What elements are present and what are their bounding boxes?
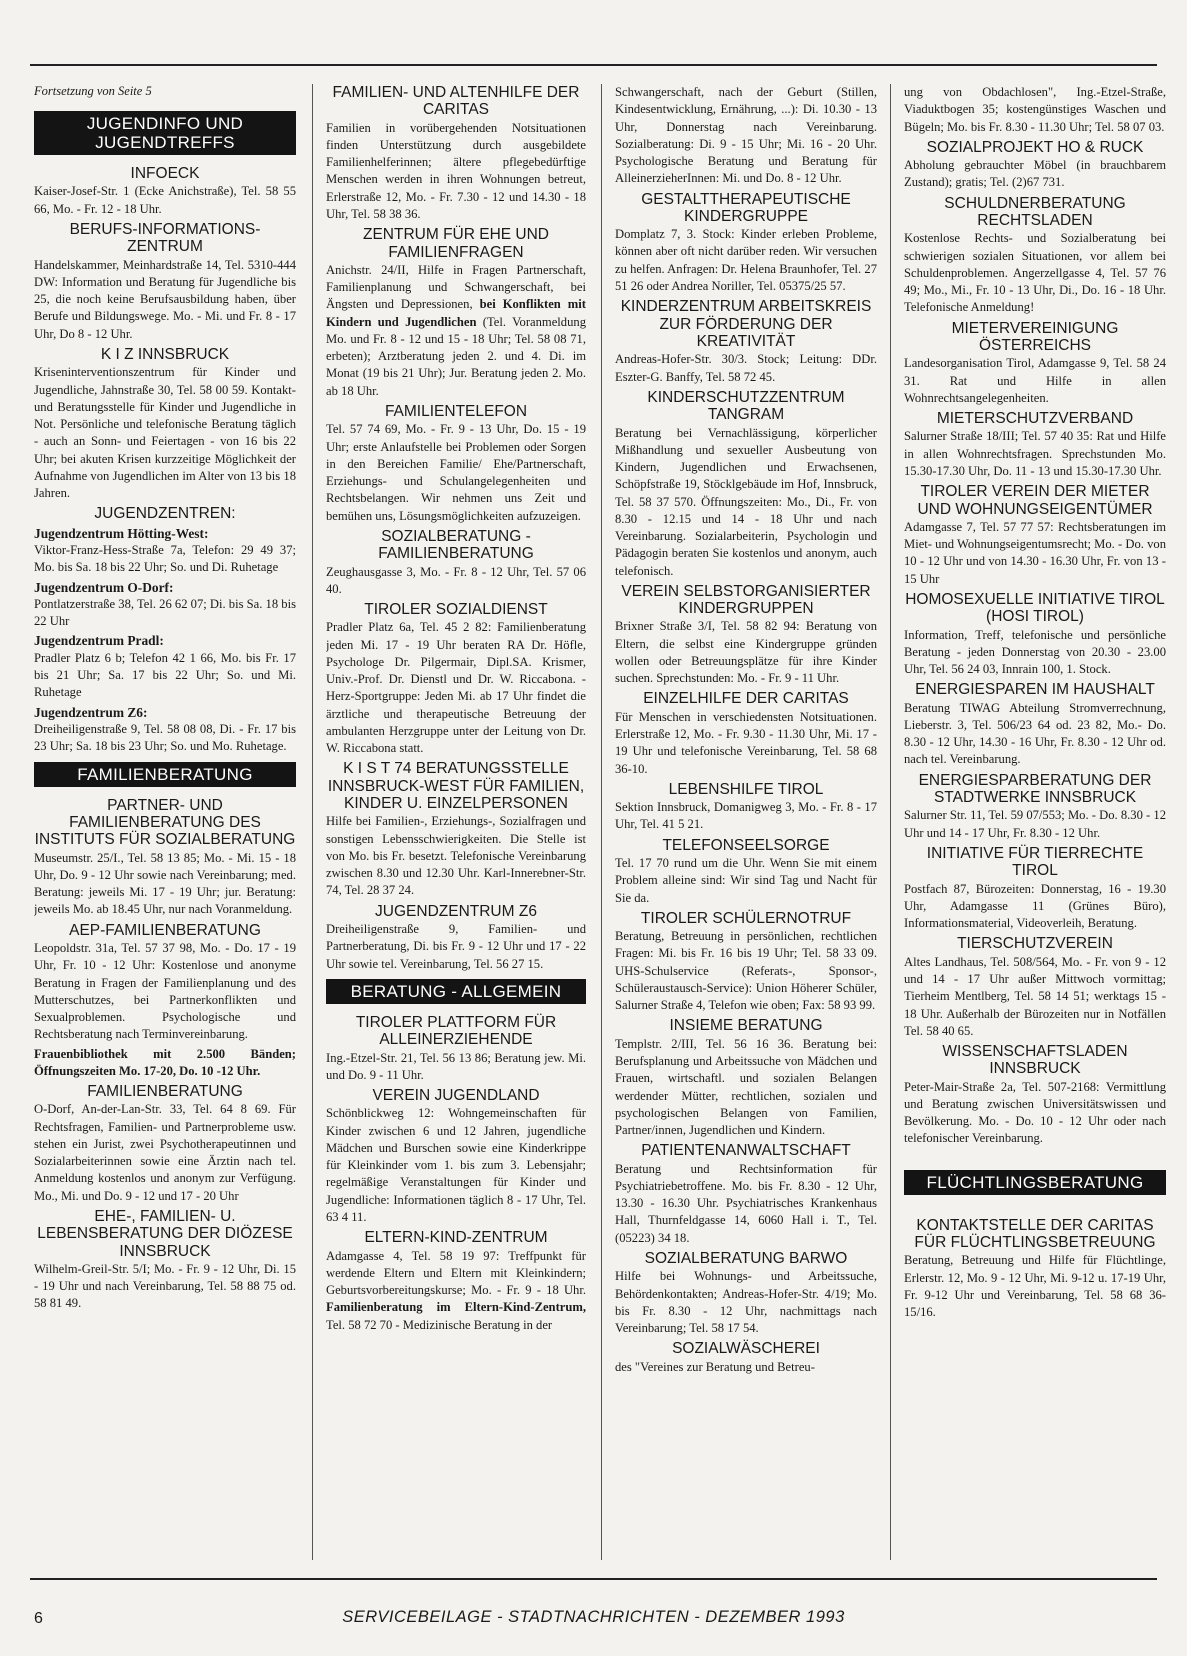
entry-heading: JUGENDZENTREN: [94,505,236,523]
entry-text: Beratung bei Vernachlässigung, körperlicher Mißhandlung und sexueller Ausbeutung von Kindern, Jugendlichen und Erwachsenen, Schöpfstraße 19, Stöcklgebäude im Hof, Innsbruck, Tel. 58 37 570. Öffnungszeiten: Mo., Di., Fr. von 8.30 - 12.15 und 14 - 18 Uhr und nach Vereinbarung. Sozialarbeiterin, Psychologin und Pädagogin beraten Sie kostenlos und anonym, auch telefonisch. [615,425,877,578]
entry-heading: BERUFS-INFORMATIONS-ZENTRUM [69,220,261,256]
entry-heading: SOZIALPROJEKT HO & RUCK [926,138,1144,156]
entry-heading: KONTAKTSTELLE DER CARITAS FÜR FLÜCHTLINGSBETREUUNG [914,1216,1156,1252]
entry-text: Schwangerschaft, nach der Geburt (Stillen, Kindesentwicklung, Ernährung, ...): Di. 10.30 - 13 Uhr, Donnerstag nach Vereinbarung. Sozialberatung: Di. 9 - 15 Uhr; Mi. 16 - 20 Uhr. Psychologische Beratung und Beratung für AlleinerzieherInnen: Mi. und Do. 8 - 12 Uhr. [615,85,877,186]
entry-heading: TIROLER SOZIALDIENST [364,601,548,619]
page-number: 6 [34,1610,43,1627]
entry-text: Kriseninterventionszentrum für Kinder und Jugendliche, Jahnstraße 30, Tel. 58 00 59. Kontakt- und Beratungsstelle für Kinder und Jugendliche in Not. Persönliche und telefonische Beratung täglich - auch an Sonn- und Feiertagen - von 16 bis 22 Uhr; bei akuten Krisen kurzzeitige Möglichkeit der Aufnahme von Jugendlichen im Alter von 13 bis 18 Jahren. [34,365,296,500]
entry-text: Dreiheiligenstraße 9, Familien- und Partnerberatung, Di. bis Fr. 9 - 12 Uhr und 17 - 22 Uhr sowie tel. Vereinbarung, Tel. 56 27 15. [326,922,586,971]
entry-heading: ZENTRUM FÜR EHE UND FAMILIENFRAGEN [363,226,549,261]
entry-heading: TIERSCHUTZVEREIN [957,935,1113,953]
entry-text: Für Menschen in verschiedensten Notsituationen. Erlerstraße 12, Mo. - Fr. 9.30 - 11.30 Uhr, Mi. 17 - 19 Uhr und telefonische Vereinbarung, Tel. 58 68 36-10. [615,709,877,776]
entry-heading: MIETERSCHUTZVERBAND [936,410,1134,428]
entry-text: Salurner Straße 18/III; Tel. 57 40 35: Rat und Hilfe in allen Wohnrechtsfragen. Sprechstunden Mo. 15.30-17.30 Uhr, Do. 11 - 13 und 15.30-17.30 Uhr. [904,429,1166,478]
entry-text-part: Adamgasse 4, Tel. 58 19 97: Treffpunkt für werdende Eltern und Eltern mit Kleinkindern; Geburtsvorbereitungskurse; Mo. - Fr. 9 - 18 Uhr. [326,1248,586,1298]
entry-text: Zeughausgasse 3, Mo. - Fr. 8 - 12 Uhr, Tel. 57 06 40. [326,564,586,596]
entry-heading: HOMOSEXUELLE INITIATIVE TIROL (HOSI TIROL) [905,590,1165,626]
entry-heading: ENERGIESPARBERATUNG DER STADTWERKE INNSBRUCK [918,771,1152,807]
entry-subheading: Jugendzentrum Z6: [34,704,148,720]
section-bar-beratung-allgemein: BERATUNG - ALLGEMEIN [326,979,586,1004]
entry-text: Hilfe bei Wohnungs- und Arbeitssuche, Behördenkontakten; Andreas-Hofer-Str. 4/19; Mo. bis Fr. 8.30 - 12 Uhr, nachmittags nach Vereinbarung; Tel. 58 17 54. [615,1269,877,1335]
entry-text: ung von Obdachlosen", Ing.-Etzel-Straße, Viaduktbogen 35; kostengünstiges Waschen und Bügeln; Mo. bis Fr. 8.30 - 11.30 Uhr; Tel. 58 07 03. [904,85,1166,134]
entry-heading: EINZELHILFE DER CARITAS [643,690,849,708]
top-rule [30,64,1157,66]
entry-text: Adamgasse 7, Tel. 57 77 57: Rechtsberatungen im Miet- und Wohnungseigentumsrecht; Mo. - Do. von 10 - 12 Uhr und von 14.30 - 16.30 Uhr, Fr. von 13 - 15 Uhr [904,519,1166,586]
entry-text: Templstr. 2/III, Tel. 56 16 36. Beratung bei: Berufsplanung und Arbeitssuche von Mädchen und Frauen, wirtschaftl. und sozialen Belangen werdender Mütter, rechtlichen, sozialen und psychologischen Belangen von Familien, Partner/innen, Jugendlichen und Kindern. [615,1036,877,1138]
entry-text [326,262,586,400]
continuation-note: Fortsetzung von Seite 5 [34,84,152,98]
entry-subheading: Jugendzentrum O-Dorf: [34,579,174,595]
entry-heading: KINDERZENTRUM ARBEITSKREIS ZUR FÖRDERUNG DER KREATIVITÄT [620,298,872,350]
entry-text-bold: bei Konflikten mit Kindern und Jugendlichen [326,297,586,329]
column-4 [904,84,1166,1564]
entry-text-bold: Familienberatung im Eltern-Kind-Zentrum, [326,1300,586,1315]
entry-heading: MIETERVEREINIGUNG ÖSTERREICHS [951,319,1119,354]
entry-heading: FAMILIENBERATUNG [87,1083,243,1101]
entry-text: Domplatz 7, 3. Stock: Kinder erleben Probleme, können aber oft nicht darüber reden. Wir versuchen zu helfen. Anfragen: Dr. Helena Braunhofer, Tel. 27 51 26 oder Andrea Noriller, Tel. 05375/25 57. [615,227,877,293]
section-bar-familienberatung: FAMILIENBERATUNG [34,762,296,787]
entry-text-part: (Tel. Voranmeldung Mo. und Fr. 8 - 12 und 15 - 18 Uhr; Tel. 58 08 71, erbeten); Arztberatung jeden 2. und 4. Di. im Monat (19 bis 21 Uhr); Jur. Beratung jeden 2. Mo. ab 18 Uhr. [326,314,586,398]
entry-heading: K I Z INNSBRUCK [100,345,230,363]
entry-heading: ELTERN-KIND-ZENTRUM [364,1229,548,1247]
footer-title: SERVICEBEILAGE - STADTNACHRICHTEN - DEZEMBER 1993 [342,1608,845,1626]
entry-heading: KINDERSCHUTZZENTRUM TANGRAM [647,388,845,424]
entry-heading: VEREIN SELBSTORGANISIERTER KINDERGRUPPEN [621,582,871,618]
entry-heading: FAMILIENTELEFON [384,402,528,420]
entry-subheading: Jugendzentrum Pradl: [34,633,164,649]
entry-text: Pradler Platz 6 b; Telefon 42 1 66, Mo. bis Fr. 17 bis 21 Uhr; Sa. 17 bis 22 Uhr; So. und Mi. Ruhetage [34,650,296,700]
entry-text: O-Dorf, An-der-Lan-Str. 33, Tel. 64 8 69. Für Rechtsfragen, Familien- und Partnerprobleme usw. stehen ein Jurist, zwei Psychotherapeutinnen und Sozialarbeiterinnen sowie eine Ärztin nach tel. Anmeldung kostenlos und anonym zur Verfügung. Mo., Mi. und Do. 9 - 12 und 17 - 20 Uhr [34,1102,296,1203]
entry-heading: PARTNER- UND FAMILIENBERATUNG DES INSTITUTS FÜR SOZIALBERATUNG [34,796,296,849]
entry-heading: GESTALTTHERAPEUTISCHE KINDERGRUPPE [641,190,851,225]
entry-text: Pradler Platz 6a, Tel. 45 2 82: Familienberatung jeden Mi. 17 - 19 Uhr beraten RA Dr. Höfle, Psychologe Dr. Pilgermair, Dipl.SA. Krismer, Univ.-Prof. Dr. Dienstl und Dr. W. Riccabona. - Herz-Sportgruppe: Jeden Mi. ab 17 Uhr findet die ärztliche und therapeutische Betreuung der ambulanten Herzgruppe unter der Leitung von Dr. W. Riccabona statt. [326,620,586,756]
column-1 [34,84,296,1564]
entry-subheading: Jugendzentrum Hötting-West: [34,525,209,541]
entry-heading: K I S T 74 BERATUNGSSTELLE INNSBRUCK-WEST FÜR FAMILIEN, KINDER U. EINZELPERSONEN [327,760,585,813]
entry-heading: PATIENTENANWALTSCHAFT [641,1142,851,1160]
entry-heading: INSIEME BERATUNG [669,1017,823,1035]
entry-text: Leopoldstr. 31a, Tel. 57 37 98, Mo. - Do. 17 - 19 Uhr, Fr. 10 - 12 Uhr: Kostenlose und anonyme Beratung in Fragen der Familienplanung und des Mutterschutzes, bei Partnerkonflikten und Sexualproblemen. Psychologische und Rechtsberatung nach Terminvereinbarung. [34,941,296,1042]
entry-text-part: Tel. 58 72 70 - Medizinische Beratung in der [326,1317,553,1332]
entry-text: Postfach 87, Bürozeiten: Donnerstag, 16 - 19.30 Uhr, Adamgasse 11 (Grünes Büro), Informationsmaterial, Videoverleih, Beratung. [904,881,1166,931]
entry-text: Information, Treff, telefonische und persönliche Beratung - jeden Donnerstag von 20.30 - 23.00 Uhr, Tel. 56 24 03, Innrain 100, 1. Stock. [904,627,1166,677]
entry-text: Viktor-Franz-Hess-Straße 7a, Telefon: 29 49 37; Mo. bis Sa. 18 bis 22 Uhr; So. und Di. Ruhetage [34,543,296,575]
entry-text: Wilhelm-Greil-Str. 5/I; Mo. - Fr. 9 - 12 Uhr, Di. 15 - 19 Uhr und nach Vereinbarung, Tel. 58 88 75 od. 58 81 49. [34,1261,296,1311]
entry-heading: EHE-, FAMILIEN- U. LEBENSBERATUNG DER DIÖZESE INNSBRUCK [37,1207,293,1260]
entry-text: Landesorganisation Tirol, Adamgasse 9, Tel. 58 24 31. Rat und Hilfe in allen Wohnrechtsangelegenheiten. [904,356,1166,405]
entry-text: Kostenlose Rechts- und Sozialberatung bei schwierigen sozialen Situationen, vor allem bei Schuldenproblemen. Angerzellgasse 4, Tel. 57 76 49; Mo., Mi., Fr. 10 - 13 Uhr, Di., Do. 16 - 18 Uhr. Telefonische Anmeldung! [904,231,1166,315]
entry-text: Brixner Straße 3/I, Tel. 58 82 94: Beratung von Eltern, die selbst eine Kindergruppe gründen wollen oder Betreuungsplätze für ihre Kinder suchen. Sprechstunden: Mo. - Fr. 9 - 11 Uhr. [615,619,877,686]
entry-heading: SOZIALBERATUNG BARWO [644,1249,848,1267]
entry-heading: AEP-FAMILIENBERATUNG [69,921,261,939]
entry-text: Tel. 57 74 69, Mo. - Fr. 9 - 13 Uhr, Do. 15 - 19 Uhr; erste Anlaufstelle bei Problemen oder Sorgen in den Bereichen Familie/ Ehe/Partnerschaft, Erziehungs- und Schulangelegenheiten und Rechtsbelangen. Wir nehmen uns Zeit und bemühen uns, Lösungsmöglichkeiten aufzuzeigen. [326,422,586,523]
entry-heading: SCHULDNERBERATUNG RECHTSLADEN [944,194,1126,229]
entry-text: Hilfe bei Familien-, Erziehungs-, Sozialfragen und sonstigen Lebensschwierigkeiten. Die Stelle ist von Mo. bis Fr. besetzt. Telefonische Vereinbarung zwischen 8.30 und 12.30 Uhr. Karl-Innerebner-Str. 74, Tel. 28 37 24. [326,814,586,898]
entry-heading: INFOECK [130,165,200,183]
entry-heading: WISSENSCHAFTSLADEN INNSBRUCK [942,1043,1128,1078]
entry-heading: SOZIALWÄSCHEREI [672,1340,820,1358]
entry-text [326,1248,586,1334]
column-3 [615,84,877,1564]
entry-text: Kaiser-Josef-Str. 1 (Ecke Anichstraße), Tel. 58 55 66, Mo. - Fr. 12 - 18 Uhr. [34,184,296,216]
entry-text: Salurner Str. 11, Tel. 59 07/553; Mo. - Do. 8.30 - 12 Uhr und 14 - 17 Uhr, Fr. 8.30 - 12 Uhr. [904,808,1166,840]
entry-text-part: Anichstr. 24/II, Hilfe in Fragen Partnerschaft, Familienplanung und Schwangerschaft, bei Ängsten und Depressionen, [326,262,586,312]
entry-heading: LEBENSHILFE TIROL [668,780,824,798]
entry-text: Beratung und Rechtsinformation für Psychiatriebetroffene. Mo. bis Fr. 8.30 - 12 Uhr, 13.30 - 16.30 Uhr. Psychiatrisches Krankenhaus Hall, Thurnfeldgasse 14, 6060 Hall i. T., Tel. (05223) 34 18. [615,1161,877,1245]
entry-text: Schönblickweg 12: Wohngemeinschaften für Kinder zwischen 6 und 12 Jahren, jugendliche Mädchen und Burschen sowie eine Kinderkrippe für Kleinkinder vom 1. bis zum 3. Lebensjahr; regelmäßige Veranstaltungen für Kinder und Jugendliche: Informationen täglich 8 - 17 Uhr, Tel. 63 4 11. [326,1106,586,1224]
entry-text: Handelskammer, Meinhardstraße 14, Tel. 5310-444 DW: Information und Beratung für Jugendliche bis 25, die noch keine Berufsausbildung haben, über Berufe und Bildungswege. Mo. - Mi. und Fr. 8 - 17 Uhr, Do 8 - 12 Uhr. [34,257,296,341]
entry-text: Abholung gebrauchter Möbel (in brauchbarem Zustand); gratis; Tel. (2)67 731. [904,158,1166,190]
entry-heading: TELEFONSEELSORGE [662,836,830,854]
entry-text: Peter-Mair-Straße 2a, Tel. 507-2168: Vermittlung und Beratung zwischen Universitätswissen und Bevölkerung. Mo. - Do. 10 - 12 Uhr oder nach telefonischer Vereinbarung. [904,1079,1166,1146]
bottom-rule [30,1578,1157,1580]
entry-text: Dreiheiligenstraße 9, Tel. 58 08 08, Di. - Fr. 17 bis 23 Uhr; Sa. 18 bis 23 Uhr; So. und Mo. Ruhetage. [34,722,296,754]
entry-heading: FAMILIEN- UND ALTENHILFE DER CARITAS [332,84,580,119]
entry-heading: ENERGIESPAREN IM HAUSHALT [915,681,1155,699]
entry-text: Pontlatzerstraße 38, Tel. 26 62 07; Di. bis Sa. 18 bis 22 Uhr [34,596,296,629]
entry-text: Ing.-Etzel-Str. 21, Tel. 56 13 86; Beratung jew. Mi. und Do. 9 - 11 Uhr. [326,1050,586,1082]
entry-heading: TIROLER SCHÜLERNOTRUF [640,909,852,927]
entry-text: Museumstr. 25/I., Tel. 58 13 85; Mo. - Mi. 15 - 18 Uhr, Do. 9 - 12 Uhr sowie nach Vereinbarung; med. Beratung: jeweils Mi. 17 - 19 Uhr; jur. Beratung: jeweils Mo. ab 18.45 Uhr, nur nach Voranmeldung. [34,850,296,917]
entry-heading: TIROLER VEREIN DER MIETER UND WOHNUNGSEIGENTÜMER [917,483,1153,518]
section-bar-fluechtlingsberatung: FLÜCHTLINGSBERATUNG [904,1170,1166,1195]
entry-text: Tel. 17 70 rund um die Uhr. Wenn Sie mit einem Problem alleine sind: Wir sind Tag und Nacht für Sie da. [615,856,877,905]
column-separator [601,84,602,1560]
entry-text: Beratung, Betreuung in persönlichen, rechtlichen Fragen: Mi. bis Fr. 16 bis 19 Uhr; Tel. 58 33 09. UHS-Schulservice (Referats-, Sponsor-, Schüleraustausch-Service): Union Höherer Schüler, Salurner Straße 4, Telefon wie oben; Fax: 58 93 99. [615,929,877,1013]
column-2 [326,84,586,1564]
entry-text: Sektion Innsbruck, Domanigweg 3, Mo. - Fr. 8 - 17 Uhr, Tel. 41 5 21. [615,800,877,832]
entry-text: Andreas-Hofer-Str. 30/3. Stock; Leitung: DDr. Eszter-G. Banffy, Tel. 58 72 45. [615,352,877,384]
column-separator [890,84,891,1560]
entry-heading: SOZIALBERATUNG - FAMILIENBERATUNG [378,527,534,563]
entry-text: Altes Landhaus, Tel. 508/564, Mo. - Fr. von 9 - 12 und 14 - 17 Uhr außer Mittwoch vormittag; Tierheim Mentlberg, Tel. 58 14 51; werktags 15 - 18 Uhr. Außerhalb der Bürozeiten nur in Notfällen Tel. 58 40 65. [904,954,1166,1038]
entry-text: Beratung TIWAG Abteilung Stromverrechnung, Lieberstr. 3, Tel. 506/23 64 od. 23 82, Mo.- Do. 8.30 - 12 Uhr, 14.30 - 16 Uhr, Fr. 8.30 - 12 Uhr od. nach tel. Vereinbarung. [904,700,1166,767]
entry-heading: INITIATIVE FÜR TIERRECHTE TIROL [926,844,1144,880]
entry-text: Beratung, Betreuung und Hilfe für Flüchtlinge, Erlerstr. 12, Mo. 9 - 12 Uhr, Mi. 9-12 u. 17-19 Uhr, Fr. 9-12 Uhr und Vereinbarung, Tel. 58 68 36-15/16. [904,1253,1166,1320]
column-separator [312,84,313,1560]
entry-heading: TIROLER PLATTFORM FÜR ALLEINERZIEHENDE [355,1013,557,1049]
section-bar-jugendinfo: JUGENDINFO UND JUGENDTREFFS [34,111,296,155]
entry-text-bold: Frauenbibliothek mit 2.500 Bänden; Öffnungszeiten Mo. 17-20, Do. 10 -12 Uhr. [34,1046,296,1078]
entry-text: des "Vereines zur Beratung und Betreu- [615,1359,815,1374]
entry-heading: VEREIN JUGENDLAND [372,1087,540,1105]
entry-heading: JUGENDZENTRUM Z6 [375,902,537,920]
entry-text: Familien in vorübergehenden Notsituationen finden Unterstützung durch ausgebildete Familienhelferinnen; ältere pflegebedürftige Menschen werden in ihren Wohnungen betreut, Erlerstraße 12, Mo. - Fr. 7.30 - 12 und 14.30 - 18 Uhr, Tel. 58 38 36. [326,120,586,221]
